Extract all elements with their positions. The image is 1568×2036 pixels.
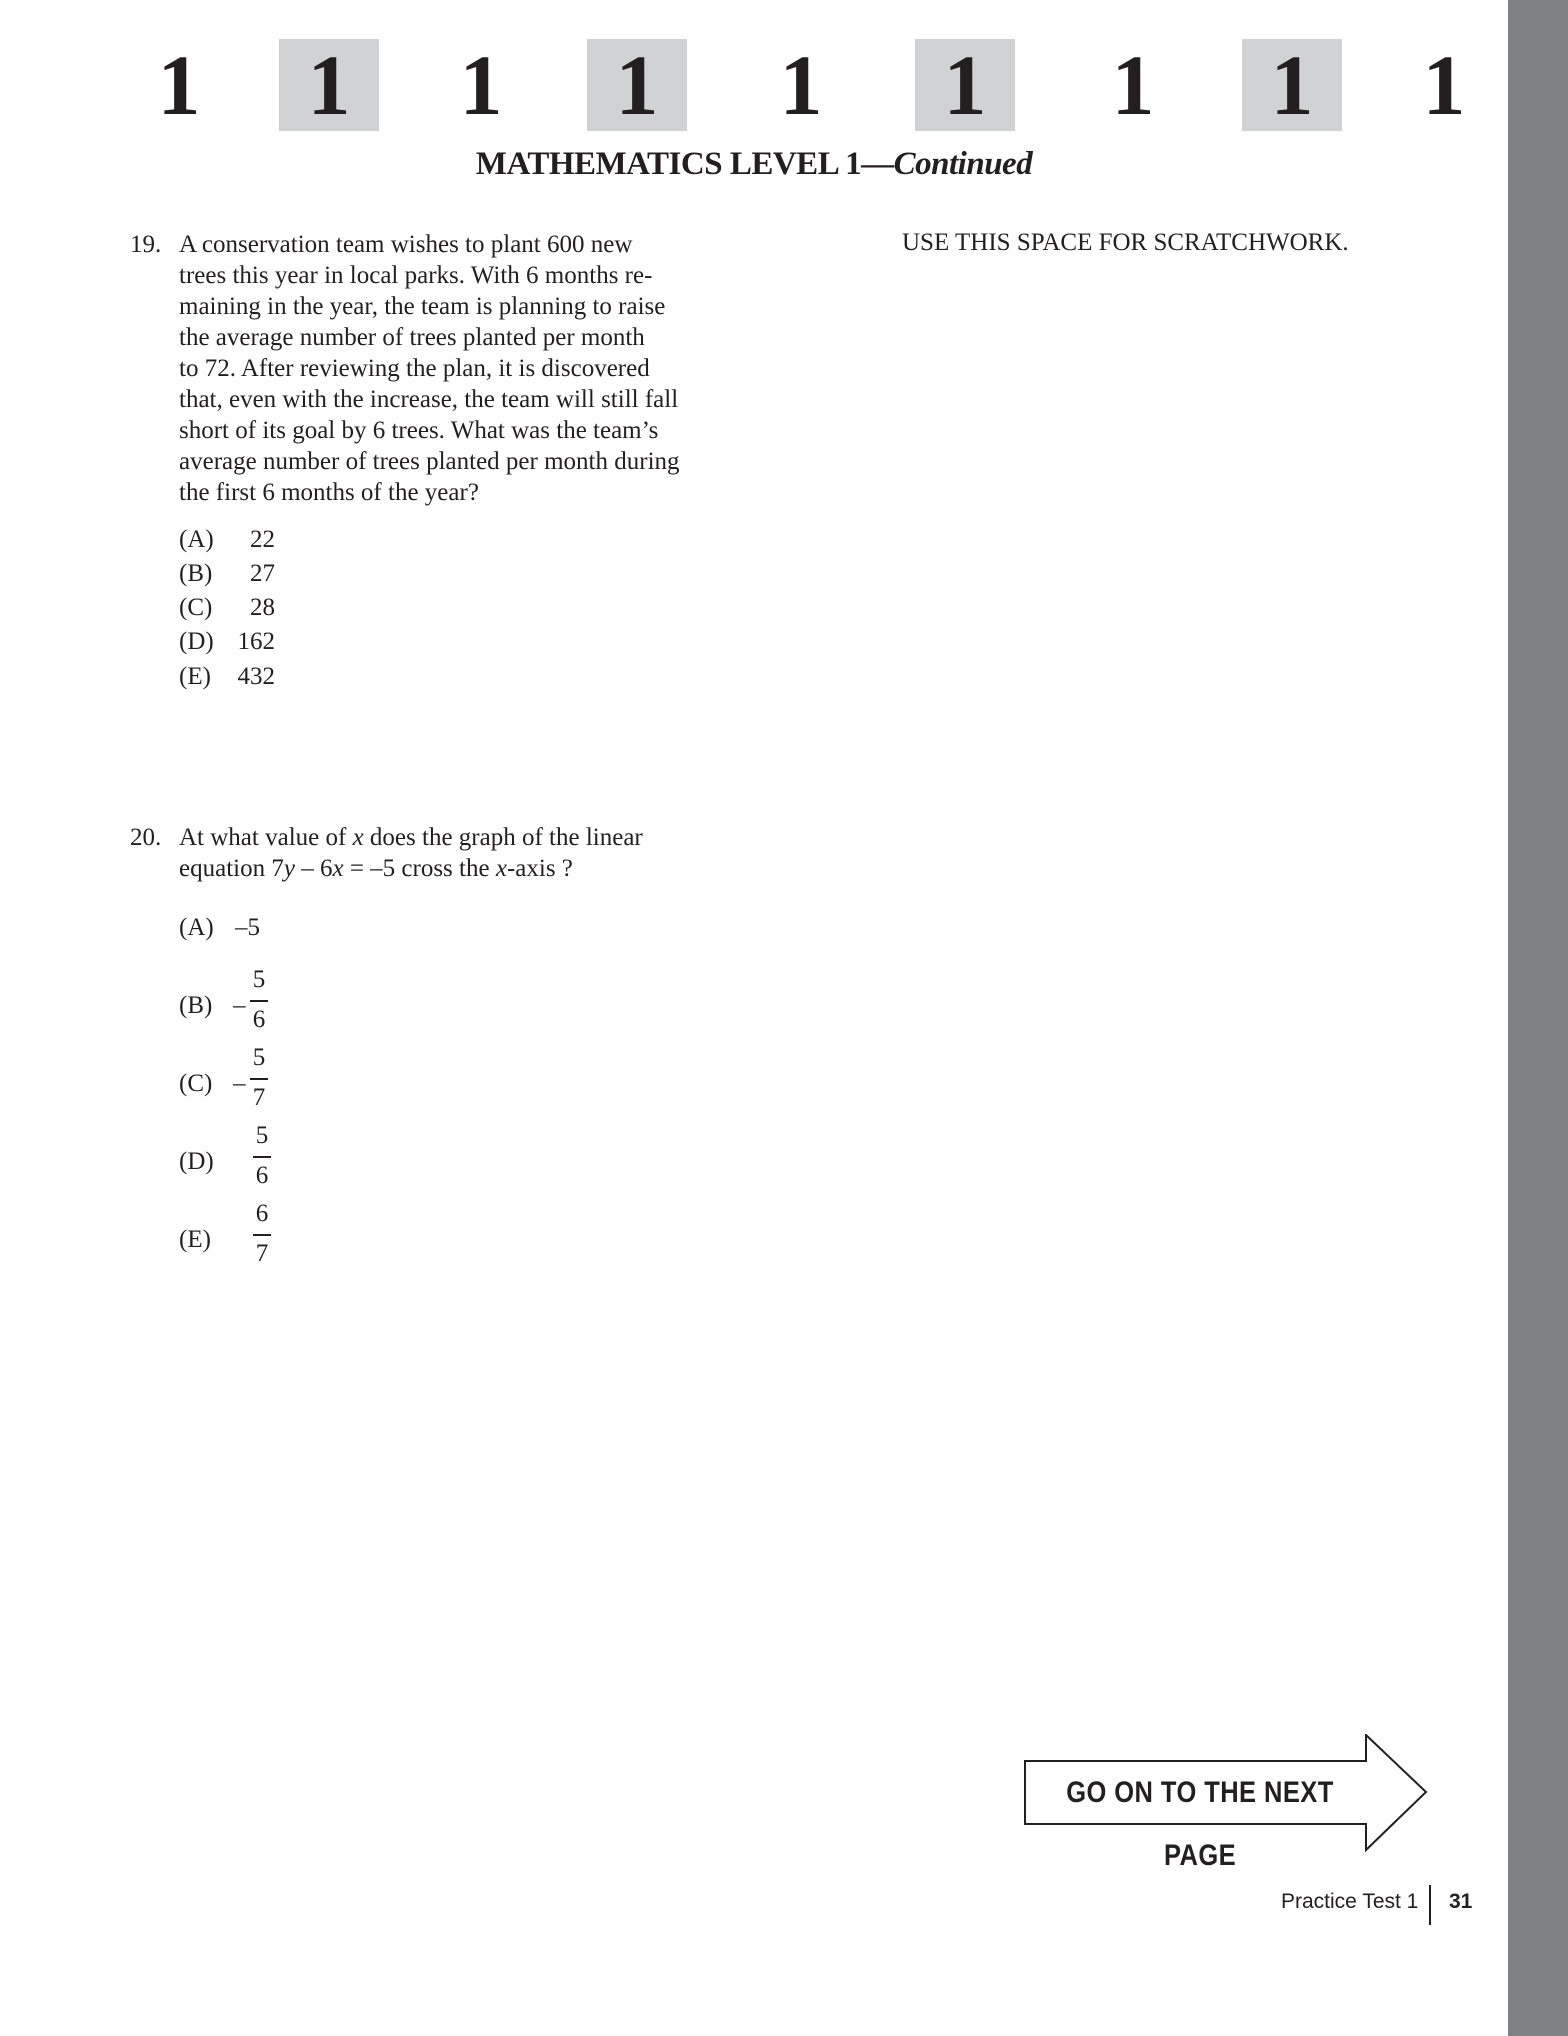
choice-label: (A) <box>179 526 214 553</box>
choice-label: (C) <box>179 594 213 621</box>
answer-choice[interactable] <box>179 1122 269 1189</box>
fraction <box>227 964 307 1048</box>
question-line: A conservation team wishes to plant 600 new <box>179 231 633 258</box>
choice-value: 22 <box>250 526 275 553</box>
minus-sign: – <box>233 1070 246 1097</box>
question-number: 19. <box>130 231 162 258</box>
question-line: that, even with the increase, the team will still fall <box>179 386 679 413</box>
variable: x <box>352 824 364 851</box>
fraction-bar <box>250 1078 268 1080</box>
fraction <box>230 1198 310 1282</box>
choice-label: (B) <box>179 560 213 587</box>
minus-sign: – <box>233 992 246 1019</box>
section-number: 1 <box>307 37 351 133</box>
answer-choice[interactable] <box>179 966 266 1033</box>
text: equation 7 <box>179 855 284 882</box>
answer-choice[interactable] <box>179 524 275 555</box>
question-line: maining in the year, the team is planning to raise <box>179 293 666 320</box>
numerator: 6 <box>255 1200 269 1227</box>
footer-divider <box>1429 1885 1431 1925</box>
numerator: 5 <box>252 966 266 993</box>
choice-label: (C) <box>179 1070 213 1097</box>
answer-choice[interactable] <box>179 558 275 589</box>
numerator: 5 <box>255 1122 269 1149</box>
answer-choice[interactable] <box>179 661 275 692</box>
question-line <box>179 822 769 853</box>
fraction-bar <box>250 1000 268 1002</box>
text: -axis ? <box>506 855 573 882</box>
page-number: 31 <box>1449 1890 1473 1913</box>
fraction-bar <box>253 1156 271 1158</box>
choice-value: 27 <box>250 560 275 587</box>
choice-label: (E) <box>179 1226 211 1253</box>
answer-choice[interactable] <box>179 1200 269 1267</box>
denominator: 6 <box>252 1006 266 1033</box>
answer-choice[interactable] <box>179 912 260 943</box>
section-number: 1 <box>943 37 987 133</box>
question-line: the average number of trees planted per month <box>179 324 645 351</box>
question-text <box>179 822 769 884</box>
question-line: short of its goal by 6 trees. What was the team’s <box>179 417 659 444</box>
question-line: the first 6 months of the year? <box>179 479 479 506</box>
choice-value: 28 <box>250 594 275 621</box>
question-number: 20. <box>130 824 162 851</box>
text: – 6 <box>294 855 333 882</box>
variable: y <box>283 855 295 882</box>
answer-choice[interactable] <box>179 626 275 657</box>
choice-value: –5 <box>235 914 260 941</box>
numerator: 5 <box>252 1044 266 1071</box>
choice-label: (E) <box>179 663 211 690</box>
fraction-bar <box>253 1234 271 1236</box>
question-line <box>179 853 769 884</box>
denominator: 7 <box>252 1084 266 1111</box>
page-title <box>0 146 1508 183</box>
footer-label: Practice Test 1 <box>1281 1890 1419 1913</box>
text: At what value of <box>179 824 353 851</box>
text: does the graph of the linear <box>363 824 643 851</box>
answer-choice[interactable] <box>179 1044 266 1111</box>
denominator: 7 <box>255 1240 269 1267</box>
next-page-label: GO ON TO THE NEXT PAGE <box>1066 1776 1334 1872</box>
fraction <box>230 1120 310 1204</box>
question-line: to 72. After reviewing the plan, it is discovered <box>179 355 650 382</box>
choice-label: (D) <box>179 628 214 655</box>
fraction <box>227 1042 307 1126</box>
question-line: trees this year in local parks. With 6 months re- <box>179 262 653 289</box>
page-edge-tab <box>1508 0 1568 2036</box>
section-number: 1 <box>1270 37 1314 133</box>
choice-label: (B) <box>179 992 213 1019</box>
scratchwork-label: USE THIS SPACE FOR SCRATCHWORK. <box>902 229 1349 256</box>
choice-value: 162 <box>237 628 275 655</box>
variable: x <box>332 855 344 882</box>
title-continued: Continued <box>893 146 1033 182</box>
choice-label: (D) <box>179 1148 214 1175</box>
variable: x <box>495 855 507 882</box>
section-number: 1 <box>459 37 503 133</box>
section-number: 1 <box>1422 37 1466 133</box>
text: = –5 cross the <box>343 855 496 882</box>
answer-choice[interactable] <box>179 592 275 623</box>
section-number: 1 <box>779 37 823 133</box>
section-number: 1 <box>157 37 201 133</box>
title-main: MATHEMATICS LEVEL 1— <box>475 146 894 182</box>
choice-label: (A) <box>179 914 214 941</box>
section-number: 1 <box>615 37 659 133</box>
denominator: 6 <box>255 1162 269 1189</box>
question-line: average number of trees planted per month during <box>179 448 680 475</box>
section-number: 1 <box>1111 37 1155 133</box>
question-text <box>179 229 769 508</box>
choice-value: 432 <box>237 663 275 690</box>
